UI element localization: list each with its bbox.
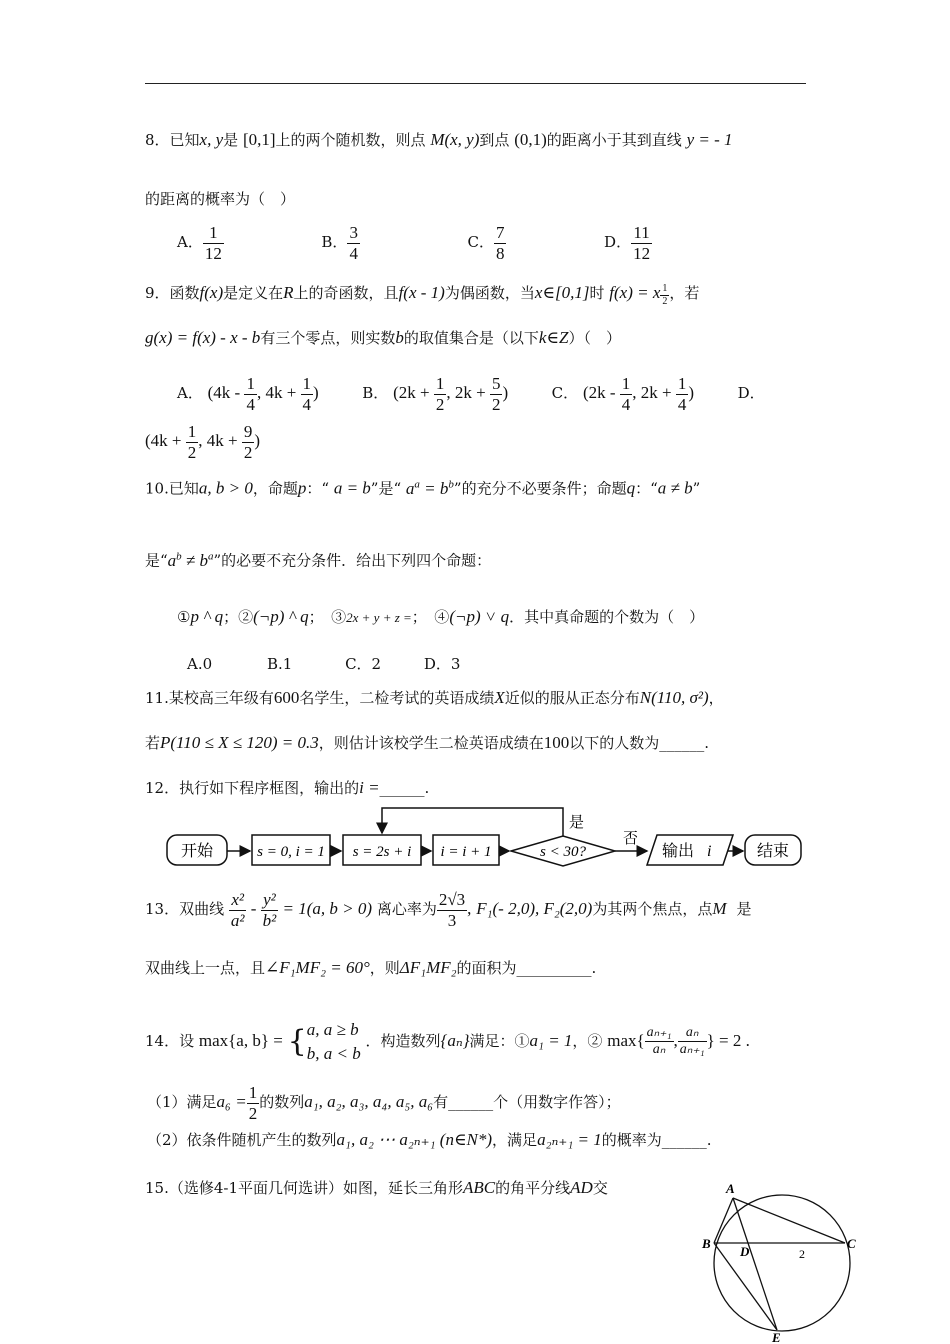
label-d: D	[740, 1244, 750, 1259]
label-c: C	[847, 1236, 856, 1251]
q14-line1: 14．设 max{a, b} = { a, a ≥ b b, a < b ．构造数列{aₙ}满足：①a₁ = 1，② max{ $\frac{\text{aₙ₊₁}}{\text{aₙ}}$ , $\frac{\text{aₙ}}{\text{aₙ₊₁}}$ } = 2 .	[145, 1020, 750, 1063]
q10-propositions: ①p ^ q；②(¬p) ^ q； ③2x + y + z =； ④(¬p) ˅ q．其中真命题的个数为（ ）	[177, 607, 705, 626]
label-length: 2	[799, 1247, 805, 1261]
segment-ac	[733, 1198, 845, 1243]
q8-options: A． $\frac{1}{12}$ B． $\frac{3}{4}$ C． $\frac{7}{8}$ D． $\frac{11}{12}$	[177, 223, 651, 263]
flowchart	[165, 805, 805, 875]
flow-init-label: s = 0, i = 1	[257, 844, 325, 860]
flow-inc-label: i = i + 1	[440, 844, 492, 860]
q10-line2: 是“$a^b \ne b^a$”的必要不充分条件．给出下列四个命题：	[145, 550, 492, 570]
top-rule	[145, 83, 806, 84]
q8-line2: 的距离的概率为（ ）	[145, 190, 296, 208]
flow-no-label: 否	[623, 831, 639, 847]
flow-start-label: 开始	[180, 843, 214, 860]
label-b: B	[702, 1236, 711, 1251]
flow-output-var: i	[707, 843, 712, 860]
q11-line1: 11.某校高三年级有600名学生，二检考试的英语成绩X近似的服从正态分布N(110, σ²)，	[145, 688, 724, 707]
flow-cond-label: s < 30?	[540, 844, 586, 860]
q13-line1: 13．双曲线 $\frac{\text{x²}}{\text{a²}}$ - $\frac{\text{y²}}{\text{b²}}$ = 1(a, b > 0) 离心率为 $\frac{2√3}{3}$ , F₁(- 2,0), F₂(2,0)为其两个焦点，点M 是	[145, 890, 752, 930]
q8-line1: 8．已知x, y是 [0,1]上的两个随机数，则点 M(x, y)到点 (0,1)的距离小于其到直线 y = - 1	[145, 130, 733, 149]
q9-option-d: (4k + $\frac{1}{2}$ , 4k + $\frac{9}{2}$ )	[145, 422, 261, 462]
q9-line2: g(x) = f(x) - x - b有三个零点，则实数b的取值集合是（以下k∈Z）（ ）	[145, 328, 621, 347]
flow-s-label: s = 2s + i	[352, 844, 412, 860]
q15-line1: 15.（选修4-1平面几何选讲）如图，延长三角形ABC的角平分线AD交	[145, 1178, 608, 1197]
q12-line: 12．执行如下程序框图，输出的i =______.	[145, 778, 430, 797]
geometry-figure	[695, 1178, 870, 1344]
label-e: E	[772, 1330, 781, 1344]
q10-line1: 10.已知a, b > 0，命题p：“ a = b”是“ $a^a = b^b$”的充分不必要条件；命题q：“a ≠ b”	[145, 478, 701, 498]
q14-part2: （2）依条件随机产生的数列a₁, a₂ ⋯ a₂ₙ₊₁ (n∈N*)，满足a₂ₙ₊₁ = 1的概率为______.	[147, 1130, 712, 1149]
segment-ae	[733, 1198, 777, 1330]
label-a: A	[726, 1181, 735, 1196]
q11-line2: 若P(110 ≤ X ≤ 120) = 0.3，则估计该校学生二检英语成绩在100以下的人数为______.	[145, 733, 710, 752]
q14-part1: （1）满足a₆ = $\frac{1}{2}$ 的数列a₁, a₂, a₃, a₄, a₅, a₆有______个（用数字作答）；	[147, 1083, 621, 1123]
flow-loop-arrow	[382, 808, 563, 836]
q13-line2: 双曲线上一点，且∠F₁MF₂ = 60°，则ΔF₁MF₂的面积为__________.	[145, 958, 597, 977]
flow-end-label: 结束	[756, 843, 790, 860]
flow-output-label: 输出	[661, 843, 695, 860]
flow-yes-label: 是	[569, 815, 585, 831]
q10-options: A.0 B.1 C．2 D．3	[187, 655, 461, 673]
circumcircle	[714, 1195, 850, 1331]
q9-line1: 9．函数f(x)是定义在R上的奇函数，且f(x - 1)为偶函数，当x∈[0,1]时 f(x) = x $\frac{1}{2}$ ，若	[145, 283, 700, 307]
segment-ab	[714, 1198, 733, 1243]
q9-options-abc: A． (4k - $\frac{1}{4}$ , 4k + $\frac{1}{4}$ ) B． (2k + $\frac{1}{2}$ , 2k + $\frac{5}{2}$ ) C． (2k - $\frac{1}{4}$ , 2k + $\frac{1}{4}$ ) D．	[177, 374, 765, 414]
